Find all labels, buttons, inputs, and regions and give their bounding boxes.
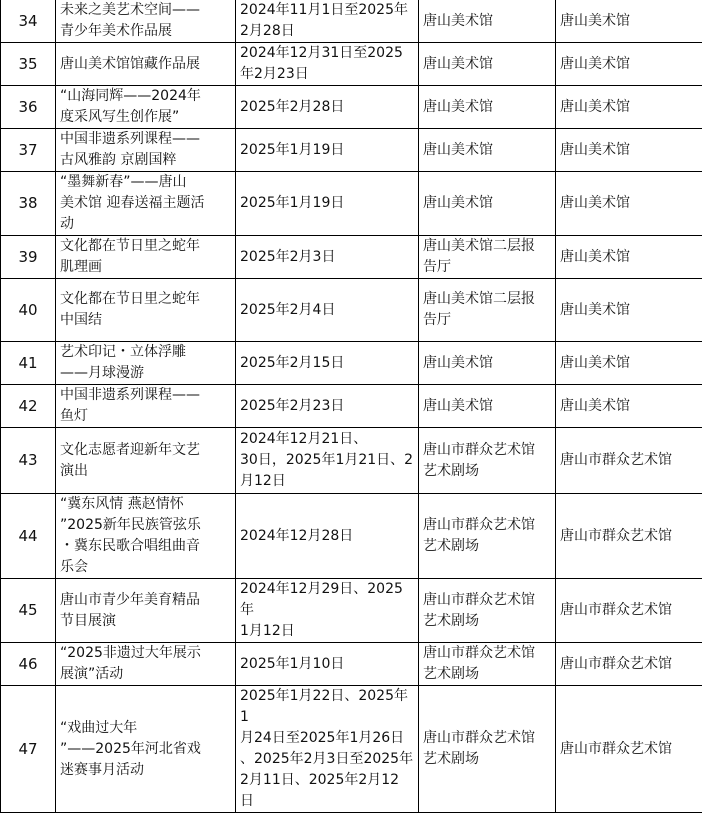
table-row [1, 43, 702, 86]
event-date: 2024年11月1日至2025年 2月28日 [236, 0, 419, 43]
table-row [1, 643, 702, 686]
organizer: 唐山美术馆 [556, 129, 702, 172]
event-venue: 唐山市群众艺术馆 艺术剧场 [419, 643, 556, 686]
event-date: 2025年2月28日 [236, 86, 419, 129]
event-date: 2025年1月22日、2025年1 月24日至2025年1月26日 、2025年2月3日至2025年 2月11日、2025年2月12 日 [236, 686, 419, 813]
event-name: 文化都在节日里之蛇年 中国结 [56, 279, 236, 342]
row-number: 37 [1, 129, 56, 172]
row-number: 43 [1, 428, 56, 494]
event-venue: 唐山美术馆二层报 告厅 [419, 279, 556, 342]
table-row [1, 0, 702, 43]
row-number: 39 [1, 236, 56, 279]
organizer: 唐山市群众艺术馆 [556, 643, 702, 686]
event-name: “山海同辉——2024年 度采风写生创作展” [56, 86, 236, 129]
table-row [1, 428, 702, 494]
event-name: “墨舞新春”——唐山 美术馆 迎春送福主题活 动 [56, 172, 236, 236]
event-date: 2024年12月21日、 30日，2025年1月21日、2 月12日 [236, 428, 419, 494]
event-date: 2025年1月19日 [236, 129, 419, 172]
event-date: 2024年12月28日 [236, 494, 419, 579]
row-number: 44 [1, 494, 56, 579]
event-date: 2025年2月23日 [236, 385, 419, 428]
event-name: 中国非遗系列课程—— 鱼灯 [56, 385, 236, 428]
organizer: 唐山市群众艺术馆 [556, 579, 702, 643]
event-venue: 唐山市群众艺术馆 艺术剧场 [419, 428, 556, 494]
table-row [1, 172, 702, 236]
organizer: 唐山美术馆 [556, 279, 702, 342]
event-venue: 唐山美术馆 [419, 172, 556, 236]
organizer: 唐山市群众艺术馆 [556, 686, 702, 813]
organizer: 唐山美术馆 [556, 342, 702, 385]
row-number: 34 [1, 0, 56, 43]
table-row [1, 236, 702, 279]
event-venue: 唐山市群众艺术馆 艺术剧场 [419, 686, 556, 813]
event-date: 2025年1月19日 [236, 172, 419, 236]
organizer: 唐山美术馆 [556, 385, 702, 428]
organizer: 唐山美术馆 [556, 236, 702, 279]
event-venue: 唐山美术馆 [419, 342, 556, 385]
event-venue: 唐山美术馆 [419, 43, 556, 86]
event-date: 2025年2月4日 [236, 279, 419, 342]
event-venue: 唐山市群众艺术馆 艺术剧场 [419, 579, 556, 643]
event-name: “戏曲过大年 ”——2025年河北省戏 迷赛事月活动 [56, 686, 236, 813]
event-venue: 唐山美术馆 [419, 0, 556, 43]
organizer: 唐山美术馆 [556, 0, 702, 43]
table-row [1, 86, 702, 129]
event-venue: 唐山美术馆 [419, 129, 556, 172]
organizer: 唐山美术馆 [556, 86, 702, 129]
row-number: 40 [1, 279, 56, 342]
row-number: 47 [1, 686, 56, 813]
table-row [1, 279, 702, 342]
event-name: “2025非遗过大年展示 展演”活动 [56, 643, 236, 686]
event-venue: 唐山美术馆二层报 告厅 [419, 236, 556, 279]
event-venue: 唐山美术馆 [419, 86, 556, 129]
table-row [1, 686, 702, 813]
event-date: 2025年2月3日 [236, 236, 419, 279]
event-date: 2025年2月15日 [236, 342, 419, 385]
table-row [1, 579, 702, 643]
event-name: 文化都在节日里之蛇年 肌理画 [56, 236, 236, 279]
organizer: 唐山美术馆 [556, 43, 702, 86]
event-name: 文化志愿者迎新年文艺 演出 [56, 428, 236, 494]
event-name: 唐山市青少年美育精品 节目展演 [56, 579, 236, 643]
table-row [1, 342, 702, 385]
event-date: 2024年12月31日至2025 年2月23日 [236, 43, 419, 86]
event-name: “冀东风情 燕赵情怀 ”2025新年民族管弦乐 ・冀东民歌合唱组曲音 乐会 [56, 494, 236, 579]
row-number: 42 [1, 385, 56, 428]
organizer: 唐山美术馆 [556, 172, 702, 236]
table-row [1, 385, 702, 428]
table-row [1, 494, 702, 579]
event-venue: 唐山市群众艺术馆 艺术剧场 [419, 494, 556, 579]
event-date: 2024年12月29日、2025年 1月12日 [236, 579, 419, 643]
event-name: 艺术印记・立体浮雕 ——月球漫游 [56, 342, 236, 385]
row-number: 36 [1, 86, 56, 129]
row-number: 38 [1, 172, 56, 236]
event-name: 唐山美术馆馆藏作品展 [56, 43, 236, 86]
event-name: 未来之美艺术空间—— 青少年美术作品展 [56, 0, 236, 43]
organizer: 唐山市群众艺术馆 [556, 428, 702, 494]
event-venue: 唐山美术馆 [419, 385, 556, 428]
event-name: 中国非遗系列课程—— 古风雅韵 京剧国粹 [56, 129, 236, 172]
table-row [1, 129, 702, 172]
event-date: 2025年1月10日 [236, 643, 419, 686]
row-number: 46 [1, 643, 56, 686]
row-number: 35 [1, 43, 56, 86]
row-number: 45 [1, 579, 56, 643]
row-number: 41 [1, 342, 56, 385]
organizer: 唐山市群众艺术馆 [556, 494, 702, 579]
